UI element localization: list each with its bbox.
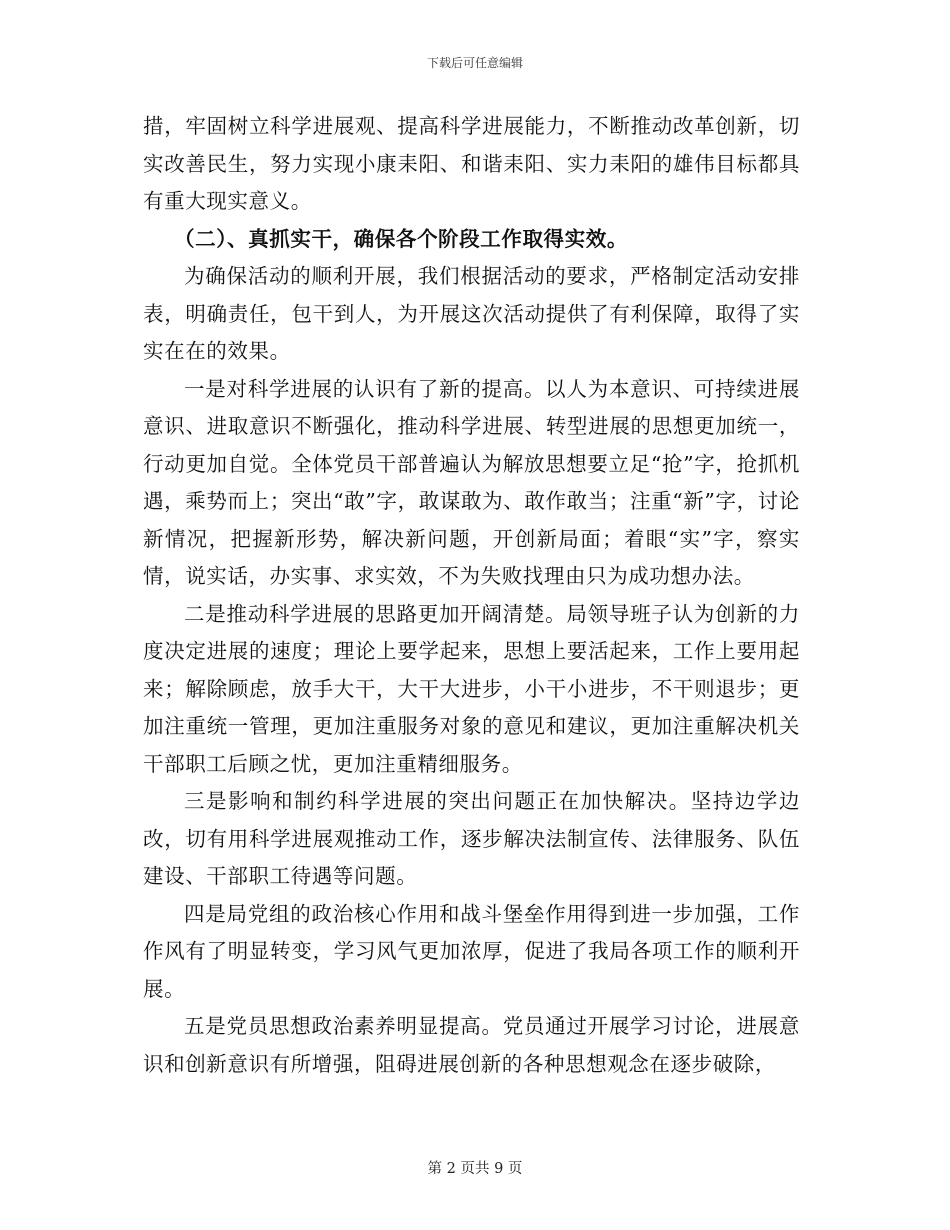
paragraph-continuation: 措，牢固树立科学进展观、提高科学进展能力，不断推动改革创新，切实改善民生，努力实现小康耒阳、和谐耒阳、实力耒阳的雄伟目标都具有重大现实意义。 — [143, 114, 800, 213]
paragraph-point-four: 四是局党组的政治核心作用和战斗堡垒作用得到进一步加强，工作作风有了明显转变，学习风气更加浓厚，促进了我局各项工作的顺利开展。 — [143, 901, 800, 1001]
page-footer: 第 2 页共 9 页 — [427, 1161, 523, 1177]
document-body — [143, 108, 800, 1083]
paragraph-intro: 为确保活动的顺利开展，我们根据活动的要求，严格制定活动安排表，明确责任，包干到人，为开展这次活动提供了有利保障，取得了实实在在的效果。 — [143, 264, 800, 363]
paragraph-point-five: 五是党员思想政治素养明显提高。党员通过开展学习讨论，进展意识和创新意识有所增强，阻碍进展创新的各种思想观念在逐步破除， — [143, 1014, 800, 1076]
paragraph-point-one: 一是对科学进展的认识有了新的提高。以人为本意识、可持续进展意识、进取意识不断强化，推动科学进展、转型进展的思想更加统一，行动更加自觉。全体党员干部普遍认为解放思想要立足“抢”字，抢抓机遇，乘势而上；突出“敢”字，敢谋敢为、敢作敢当；注重“新”字，讨论新情况，把握新形势，解决新问题，开创新局面；着眼“实”字，察实情，说实话，办实事、求实效，不为失败找理由只为成功想办法。 — [143, 376, 800, 588]
paragraph-point-two: 二是推动科学进展的思路更加开阔清楚。局领导班子认为创新的力度决定进展的速度；理论上要学起来，思想上要活起来，工作上要用起来；解除顾虑，放手大干，大干大进步，小干小进步，不干则退步；更加注重统一管理，更加注重服务对象的意见和建议，更加注重解决机关干部职工后顾之忧，更加注重精细服务。 — [143, 601, 800, 776]
page-header: 下载后可任意编辑 — [426, 56, 523, 70]
paragraph-point-three: 三是影响和制约科学进展的突出问题正在加快解决。坚持边学边改，切有用科学进展观推动工作，逐步解决法制宣传、法律服务、队伍建设、干部职工待遇等问题。 — [143, 789, 800, 888]
section-heading: （二）、真抓实干，确保各个阶段工作取得实效。 — [174, 226, 628, 251]
